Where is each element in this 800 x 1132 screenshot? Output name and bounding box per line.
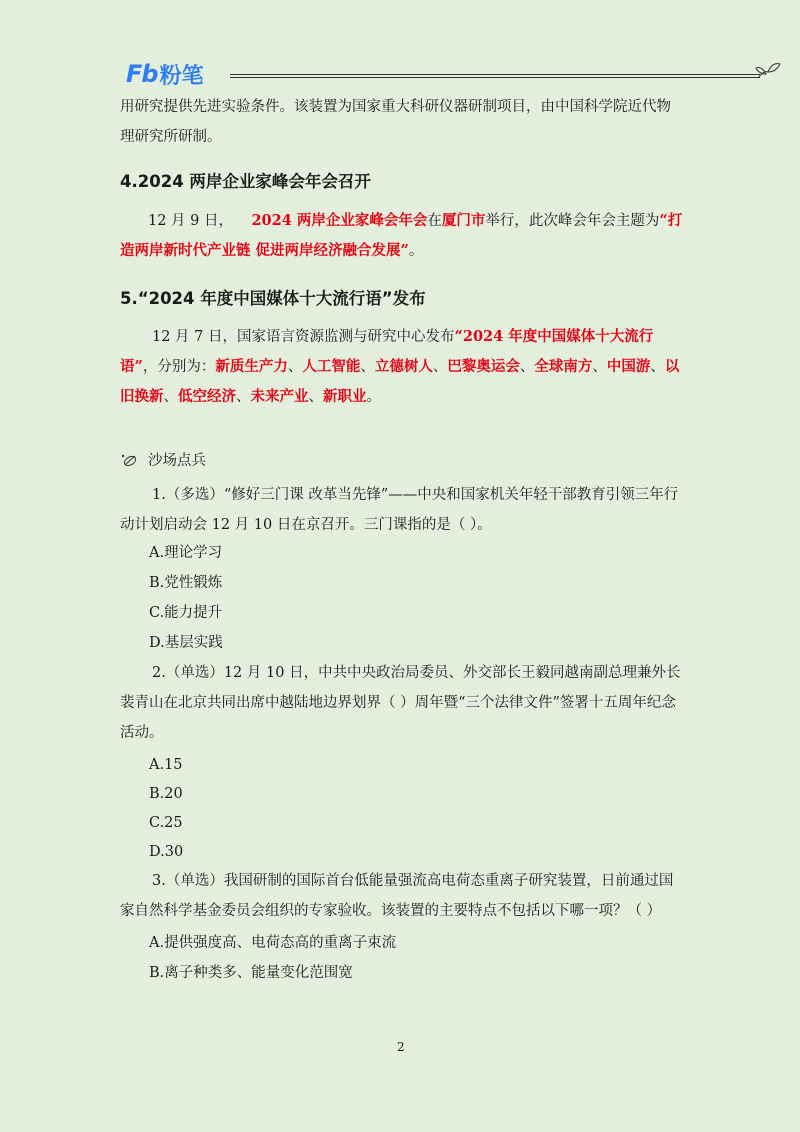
drill-heading [120,449,206,470]
question-3: 3.（单选）我国研制的国际首台低能量强流高电荷态重离子研究装置，日前通过国家自然科学基金委员会组织的专家验收。该装置的主要特点不包括以下哪一项？（ ） [120,873,674,919]
header-rule-2 [230,77,760,78]
text-run: 12 月 7 日，国家语言资源监测与研究中心发布 [152,329,455,345]
buzzword-term: 人工智能 [302,358,361,375]
question-1: 1.（多选）“修好三门课 改革当先锋”——中央和国家机关年轻干部教育引领三年行动计划启动会 12 月 10 日在京召开。三门课指的是（ ）。 [120,487,679,533]
buzzword-term: 未来产业 [250,388,309,405]
highlight-text: “打造两岸新时代产业链 促进两岸经济融合发展” [120,212,683,259]
question-2-option-a: A.15 [149,757,183,773]
term-separator: 、 [592,359,607,375]
term-separator: 、 [519,359,535,375]
logo-mark: Fb [126,60,158,88]
question-2-option-b: B.20 [149,786,183,802]
term-separator: 、 [287,359,303,375]
buzzword-term: 全球南方 [534,358,593,375]
question-1-option-a: A.理论学习 [149,545,223,561]
term-separator: 、 [432,359,448,375]
highlight-text: “2024 年度中国媒体十大流行语” [120,328,654,375]
buzzword-term: 巴黎奥运会 [447,358,520,375]
highlight-text: 厦门市 [441,212,486,229]
section-5-paragraph [120,322,684,412]
logo-text: 粉笔 [159,63,204,89]
section-4-paragraph [120,206,684,266]
page-header [118,56,678,90]
text-run: 。 [366,389,381,405]
question-1-option-d: D.基层实践 [149,635,223,651]
pen-icon [120,453,138,467]
text-run: 举行，此次峰会年会主题为 [485,213,660,229]
question-3-option-a: A.提供强度高、电荷态高的重离子束流 [149,935,397,951]
question-1-option-c: C.能力提升 [149,605,223,621]
buzzword-term: 以旧换新 [120,358,680,405]
buzzword-term: 新职业 [323,388,367,405]
header-rule [230,74,760,75]
term-separator: 、 [163,389,178,405]
fenbi-logo [126,60,204,88]
text-run: ，分别为： [142,359,216,375]
drill-label: 沙场点兵 [148,453,206,469]
term-separator: 、 [650,359,665,375]
term-separator: 、 [236,389,251,405]
text-run: 。 [408,243,424,259]
buzzword-term: 新质生产力 [215,358,288,375]
buzzword-term: 中国游 [606,358,651,375]
section-4-title: 4.2024 两岸企业家峰会年会召开 [120,172,371,191]
intro-paragraph: 用研究提供先进实验条件。该装置为国家重大科研仪器研制项目，由中国科学院近代物理研究所研制。 [120,99,671,145]
question-2: 2.（单选）12 月 10 日，中共中央政治局委员、外交部长王毅同越南副总理兼外长裴青山在北京共同出席中越陆地边界划界（ ）周年暨“三个法律文件”签署十五周年纪念活动。 [120,665,681,741]
buzzword-term: 立德树人 [374,358,433,375]
term-separator: 、 [308,389,323,405]
text-run: 12 月 9 日， [148,213,234,229]
buzzword-term: 低空经济 [178,388,236,405]
question-3-option-b: B.离子种类多、能量变化范围宽 [149,965,353,981]
question-2-option-c: C.25 [149,815,183,831]
highlight-text: 2024 两岸企业家峰会年会 [251,212,428,229]
sprout-icon [754,58,782,80]
text-run: 在 [427,213,442,229]
section-5-title: 5.“2024 年度中国媒体十大流行语”发布 [120,289,426,308]
question-2-option-d: D.30 [149,844,184,860]
question-1-option-b: B.党性锻炼 [149,575,223,591]
page-number: 2 [397,1040,405,1054]
term-separator: 、 [360,359,375,375]
